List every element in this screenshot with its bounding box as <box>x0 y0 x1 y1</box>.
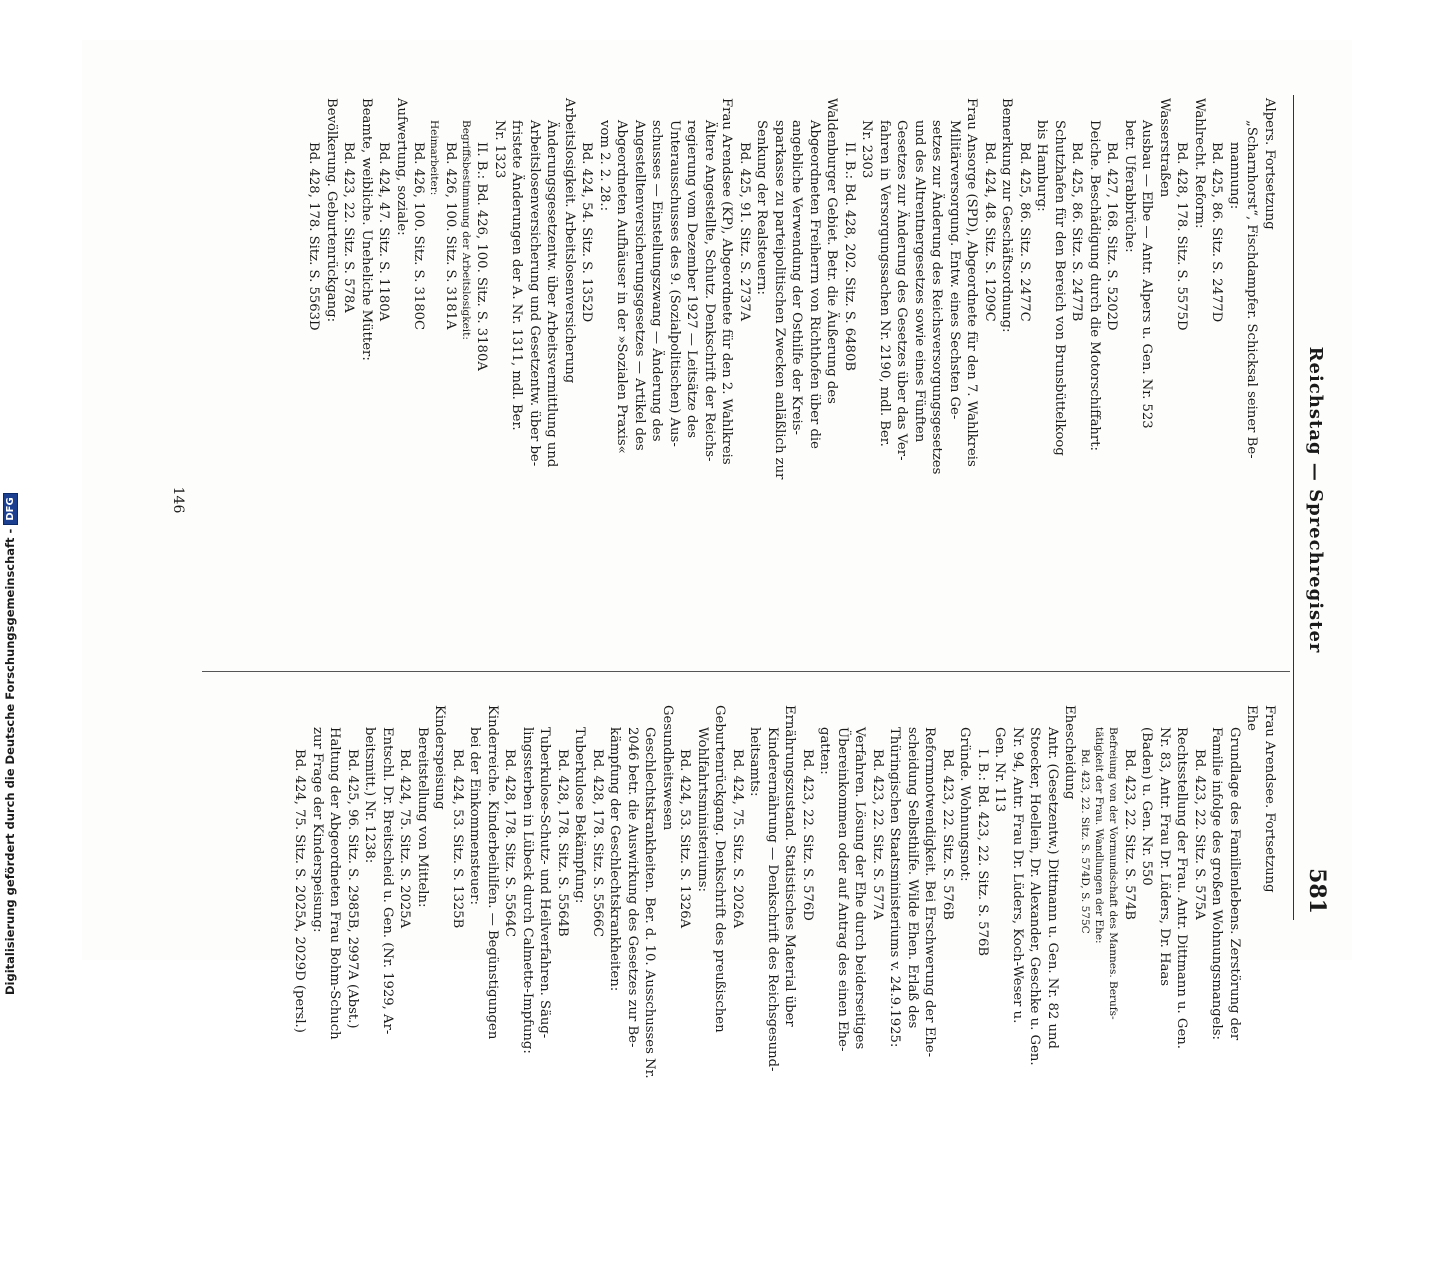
index-heading: Wahlrecht. Reform: <box>1192 98 1207 229</box>
index-entry: Ältere Angestellte, Schutz. Denkschrift der Reichs- <box>702 120 717 462</box>
index-entry: Bd. 428, 178. Sitz. S. 5563D <box>306 142 322 331</box>
right-column <box>291 705 1278 1270</box>
index-entry: I. B.: Bd. 423, 22. Sitz. S. 576B <box>975 749 990 957</box>
index-entry: Bd. 424, 75. Sitz. S. 2025A, 2029D (persl.) <box>292 749 308 1033</box>
index-entry: Bd. 424, 75. Sitz. S. 2026A <box>730 749 745 929</box>
index-entry: Bd. 425, 86. Sitz. S. 2477D <box>1209 142 1225 323</box>
index-entry: Bd. 423, 22. Sitz. S. 574B <box>1122 749 1137 920</box>
index-entry: Bd. 424, 53. Sitz. S. 1326A <box>677 749 693 929</box>
header-rule <box>1293 95 1294 920</box>
index-entry: Bd. 423, 22. Sitz. S. 576B <box>940 749 955 920</box>
index-heading: Waldenburger Gebiet. Betr. die Äußerung des <box>824 98 840 404</box>
index-heading: Wasserstraßen <box>1157 98 1172 198</box>
index-entry: lingssterben in Lübeck durch Calmette-Impfung: <box>520 727 535 1054</box>
index-entry: Bd. 423, 22. Sitz. S. 575A <box>1192 749 1207 920</box>
index-entry: Begriffsbestimmung der Arbeitslosigkeit: <box>460 120 472 340</box>
index-entry: und des Altrentnergesetzes sowie eines Fünften <box>912 120 927 443</box>
index-entry: Nr. 83, Antr. Frau Dr. Lüders, Dr. Haas <box>1157 727 1172 987</box>
index-entry: Bd. 423, 22. Sitz. S. 576D <box>800 749 815 921</box>
page-number: 581 <box>1304 868 1330 914</box>
index-heading: Frau Ansorge (SPD), Abgeordnete für den 7. Wahlkreis <box>964 98 980 467</box>
index-entry: Bd. 424, 75. Sitz. S. 2025A <box>397 749 413 929</box>
index-entry: Militärversorgung. Entw. eines Sechsten Ge- <box>947 120 962 420</box>
folio-number: 146 <box>170 486 186 514</box>
index-entry: Kinderernährung — Denkschrift des Reichsgesund- <box>765 727 780 1072</box>
index-entry: Bd. 428, 178. Sitz. S. 5566C <box>590 749 605 938</box>
index-entry: vom 2. 2. 28.: <box>597 120 612 212</box>
index-heading: Kinderreiche. Kinderbeihilfen. — Begünstigungen <box>485 705 500 1040</box>
index-entry: tätigkeit der Frau. Wandlungen der Ehe: <box>1093 727 1106 944</box>
index-entry: (Baden) u. Gen. Nr. 550 <box>1139 727 1155 886</box>
index-entry: Bd. 428, 178. Sitz. S. 5564C <box>502 749 518 938</box>
index-entry: Bd. 428, 178. Sitz. S. 5575D <box>1174 142 1190 331</box>
index-entry: Bd. 423, 22. Sitz. S. 577A <box>870 749 885 920</box>
index-entry: Bd. 428, 178. Sitz. S. 5564B <box>555 749 570 937</box>
index-entry: Bd. 426, 100. Sitz. S. 3180C <box>411 142 427 331</box>
index-entry: Änderungsgesetzentw. über Arbeitsvermittlung und <box>544 120 560 468</box>
index-entry: Bd. 424, 47. Sitz. S. 1180A <box>376 142 392 322</box>
index-entry: Bd. 425, 86. Sitz. S. 2477C <box>1017 142 1032 322</box>
dfg-logo-icon: DFG <box>3 493 18 524</box>
index-entry: Grundlage des Familienlebens. Zerstörung der <box>1227 727 1242 1041</box>
index-entry: Haltung der Abgeordneten Frau Bohm-Schuch <box>327 727 343 1040</box>
index-entry: Bd. 425, 91. Sitz. S. 2737A <box>737 142 752 322</box>
index-entry: Heimarbeiter: <box>428 120 441 196</box>
index-entry: Stoecker, Hoellein, Dr. Alexander, Geschke u. Gen. <box>1027 727 1043 1066</box>
index-entry: Angestelltenversicherungsgesetzes — Artikel des <box>632 120 647 451</box>
index-entry: Bd. 424, 54. Sitz. S. 1352D <box>579 142 595 323</box>
index-heading: Ehe <box>1244 705 1260 731</box>
index-entry: Geschlechtskrankheiten. Ber. d. 10. Ausschusses Nr. <box>642 727 658 1079</box>
index-entry: Übereinkommen oder auf Antrag des einen Ehe- <box>835 727 850 1052</box>
index-entry: heitsamts: <box>747 727 763 797</box>
index-heading: Aufwertung, soziale: <box>394 98 409 236</box>
index-entry: Verfahren. Lösung der Ehe durch beiderseitiges <box>852 727 868 1050</box>
index-entry: Tuberkulose-Schutz- und Heilverfahren. Säug- <box>537 727 553 1039</box>
index-entry: Bd. 424, 48. Sitz. S. 1209C <box>982 142 997 322</box>
index-entry: Arbeitslosenversicherung und Gesetzentw. über be- <box>527 120 542 467</box>
index-entry: Abgeordneten Aufhäuser in der »Sozialen Praxis« <box>614 120 630 454</box>
index-entry: Senkung der Realsteuern: <box>754 120 770 295</box>
index-entry: II. B.: Bd. 428, 202. Sitz. S. 6480B <box>842 142 857 372</box>
index-entry: Gen. Nr. 113 <box>992 727 1008 813</box>
index-entry: Entschl. Dr. Breitscheid u. Gen. (Nr. 1929, Ar- <box>380 727 395 1035</box>
index-entry: fahren in Versorgungssachen Nr. 2190, mdl. Ber. <box>877 120 892 447</box>
index-heading: Beamte, weibliche. Uneheliche Mütter: <box>359 98 374 361</box>
index-heading: Ernährungszustand. Statistisches Material über <box>782 705 798 1027</box>
index-entry: Nr. 2303 <box>859 120 875 179</box>
index-entry: Befreiung von der Vormundschaft des Mannes. Berufs- <box>1107 727 1120 1020</box>
index-entry: Bd. 427, 168. Sitz. S. 5202D <box>1104 142 1120 331</box>
index-entry: Bd. 424, 53. Sitz. S. 1325B <box>450 749 465 929</box>
index-entry: fristete Änderungen der A. Nr. 1311, mdl. Ber. <box>509 120 525 431</box>
index-entry: scheidung Selbsthilfe. Wilde Ehen. Erlaß des <box>905 727 920 1029</box>
index-entry: Bereitstellung von Mitteln: <box>415 727 430 908</box>
index-entry: Schutzhafen für den Bereich von Brunsbüttelkoog <box>1052 120 1067 456</box>
index-entry: angebliche Verwendung der Osthilfe der Kreis- <box>789 120 805 435</box>
index-entry: Reformnotwendigkeit. Bei Erschwerung der Ehe- <box>922 727 938 1058</box>
index-entry: mannung: <box>1227 142 1242 210</box>
index-entry: regierung vom Dezember 1927 — Leitsätze des <box>684 120 700 439</box>
index-entry: Antr. (Gesetzentw.) Dittmann u. Gen. Nr. 82 und <box>1045 727 1060 1049</box>
index-entry: Rechtsstellung der Frau. Antr. Dittmann u. Gen. <box>1174 727 1190 1049</box>
index-entry: Ausbau — Elbe — Antr. Alpers u. Gen. Nr. 523 <box>1139 120 1155 429</box>
index-entry: „Scharnhorst“, Fischdampfer. Schicksal seiner Be- <box>1244 120 1260 459</box>
index-heading: Frau Arendsee. Fortsetzung <box>1262 705 1277 893</box>
index-heading: Gesundheitswesen <box>660 705 675 831</box>
index-entry: Gesetzes zur Änderung des Gesetzes über das Ver- <box>894 120 910 461</box>
index-entry: Bd. 425, 96. Sitz. S. 2985B, 2997A (Abst.) <box>345 749 360 1029</box>
index-heading: Frau Arendsee (KP), Abgeordnete für den 2. Wahlkreis <box>719 98 735 465</box>
funding-notice <box>1 15 19 995</box>
index-entry: schusses — Einstellungszwang — Änderung des <box>649 120 665 442</box>
left-column <box>305 98 1278 663</box>
index-entry: Bd. 423, 22. Sitz. S. 578A <box>341 142 357 313</box>
index-entry: kämpfung der Geschlechtskrankheiten: <box>607 727 623 992</box>
index-heading: Ehescheidung <box>1062 705 1078 800</box>
index-entry: sparkasse zu parteipolitischen Zwecken anläßlich zur <box>772 120 787 480</box>
column-divider <box>202 671 1290 672</box>
index-heading: Bevölkerung. Geburtenrückgang: <box>324 98 339 323</box>
index-entry: zur Frage der Kinderspeisung: <box>310 727 325 933</box>
index-heading: Kinderspeisung <box>432 705 448 810</box>
index-entry: bis Hamburg: <box>1034 120 1050 212</box>
index-entry: Bd. 425, 86. Sitz. S. 2477B <box>1069 142 1085 322</box>
index-entry: Unterausschusses des 9. (Sozialpolitischen) Aus- <box>667 120 682 447</box>
index-entry: gatten: <box>817 727 833 775</box>
index-entry: Abgeordneten Freiherrn von Richthofen über die <box>807 120 822 449</box>
index-entry: Bd. 426, 100. Sitz. S. 3181A <box>443 142 458 330</box>
index-entry: Thüringischen Staatsministeriums v. 24.9.1925: <box>887 727 903 1048</box>
funding-text: Digitalisierung gefördert durch die Deutsche Forschungsgemeinschaft - <box>3 528 17 995</box>
index-entry: betr. Uferabbrüche: <box>1122 120 1137 253</box>
scanned-page <box>82 40 1352 1079</box>
index-entry: Familie infolge des großen Wohnungsmangels: <box>1209 727 1225 1040</box>
index-heading: Alpers. Fortsetzung <box>1262 98 1277 230</box>
index-entry: Deiche. Beschädigung durch die Motorschiffahrt: <box>1087 120 1102 451</box>
index-entry: bei der Einkommensteuer: <box>467 727 483 905</box>
index-heading: Arbeitslosigkeit. Arbeitslosenversicherung <box>562 98 577 384</box>
index-entry: Bd. 423, 22. Sitz. S. 574D, S. 575C <box>1079 749 1092 934</box>
index-entry: Nr. 1323 <box>492 120 507 179</box>
index-heading: Geburtenrückgang. Denkschrift des preußischen <box>712 705 728 1033</box>
running-head: Reichstag — Sprechregister <box>1305 346 1326 654</box>
index-entry: setzes zur Änderung des Reichsversorgungsgesetzes <box>929 120 945 475</box>
index-entry: Wohlfahrtsministeriums: <box>695 727 710 892</box>
index-entry: Nr. 94, Antr. Frau Dr. Lüders, Koch-Weser u. <box>1010 727 1025 1024</box>
index-entry: Tuberkulose Bekämpfung: <box>572 727 588 904</box>
index-entry: beitsmitt.) Nr. 1238: <box>362 727 378 864</box>
index-entry: Gründe. Wohnungsnot: <box>957 727 973 882</box>
index-entry: II. B.: Bd. 426, 100. Sitz. S. 3180A <box>474 142 490 371</box>
index-heading: Bemerkung zur Geschäftsordnung: <box>999 98 1015 333</box>
index-entry: 2046 betr. die Auswirkung des Gesetzes zur Be- <box>625 727 640 1048</box>
